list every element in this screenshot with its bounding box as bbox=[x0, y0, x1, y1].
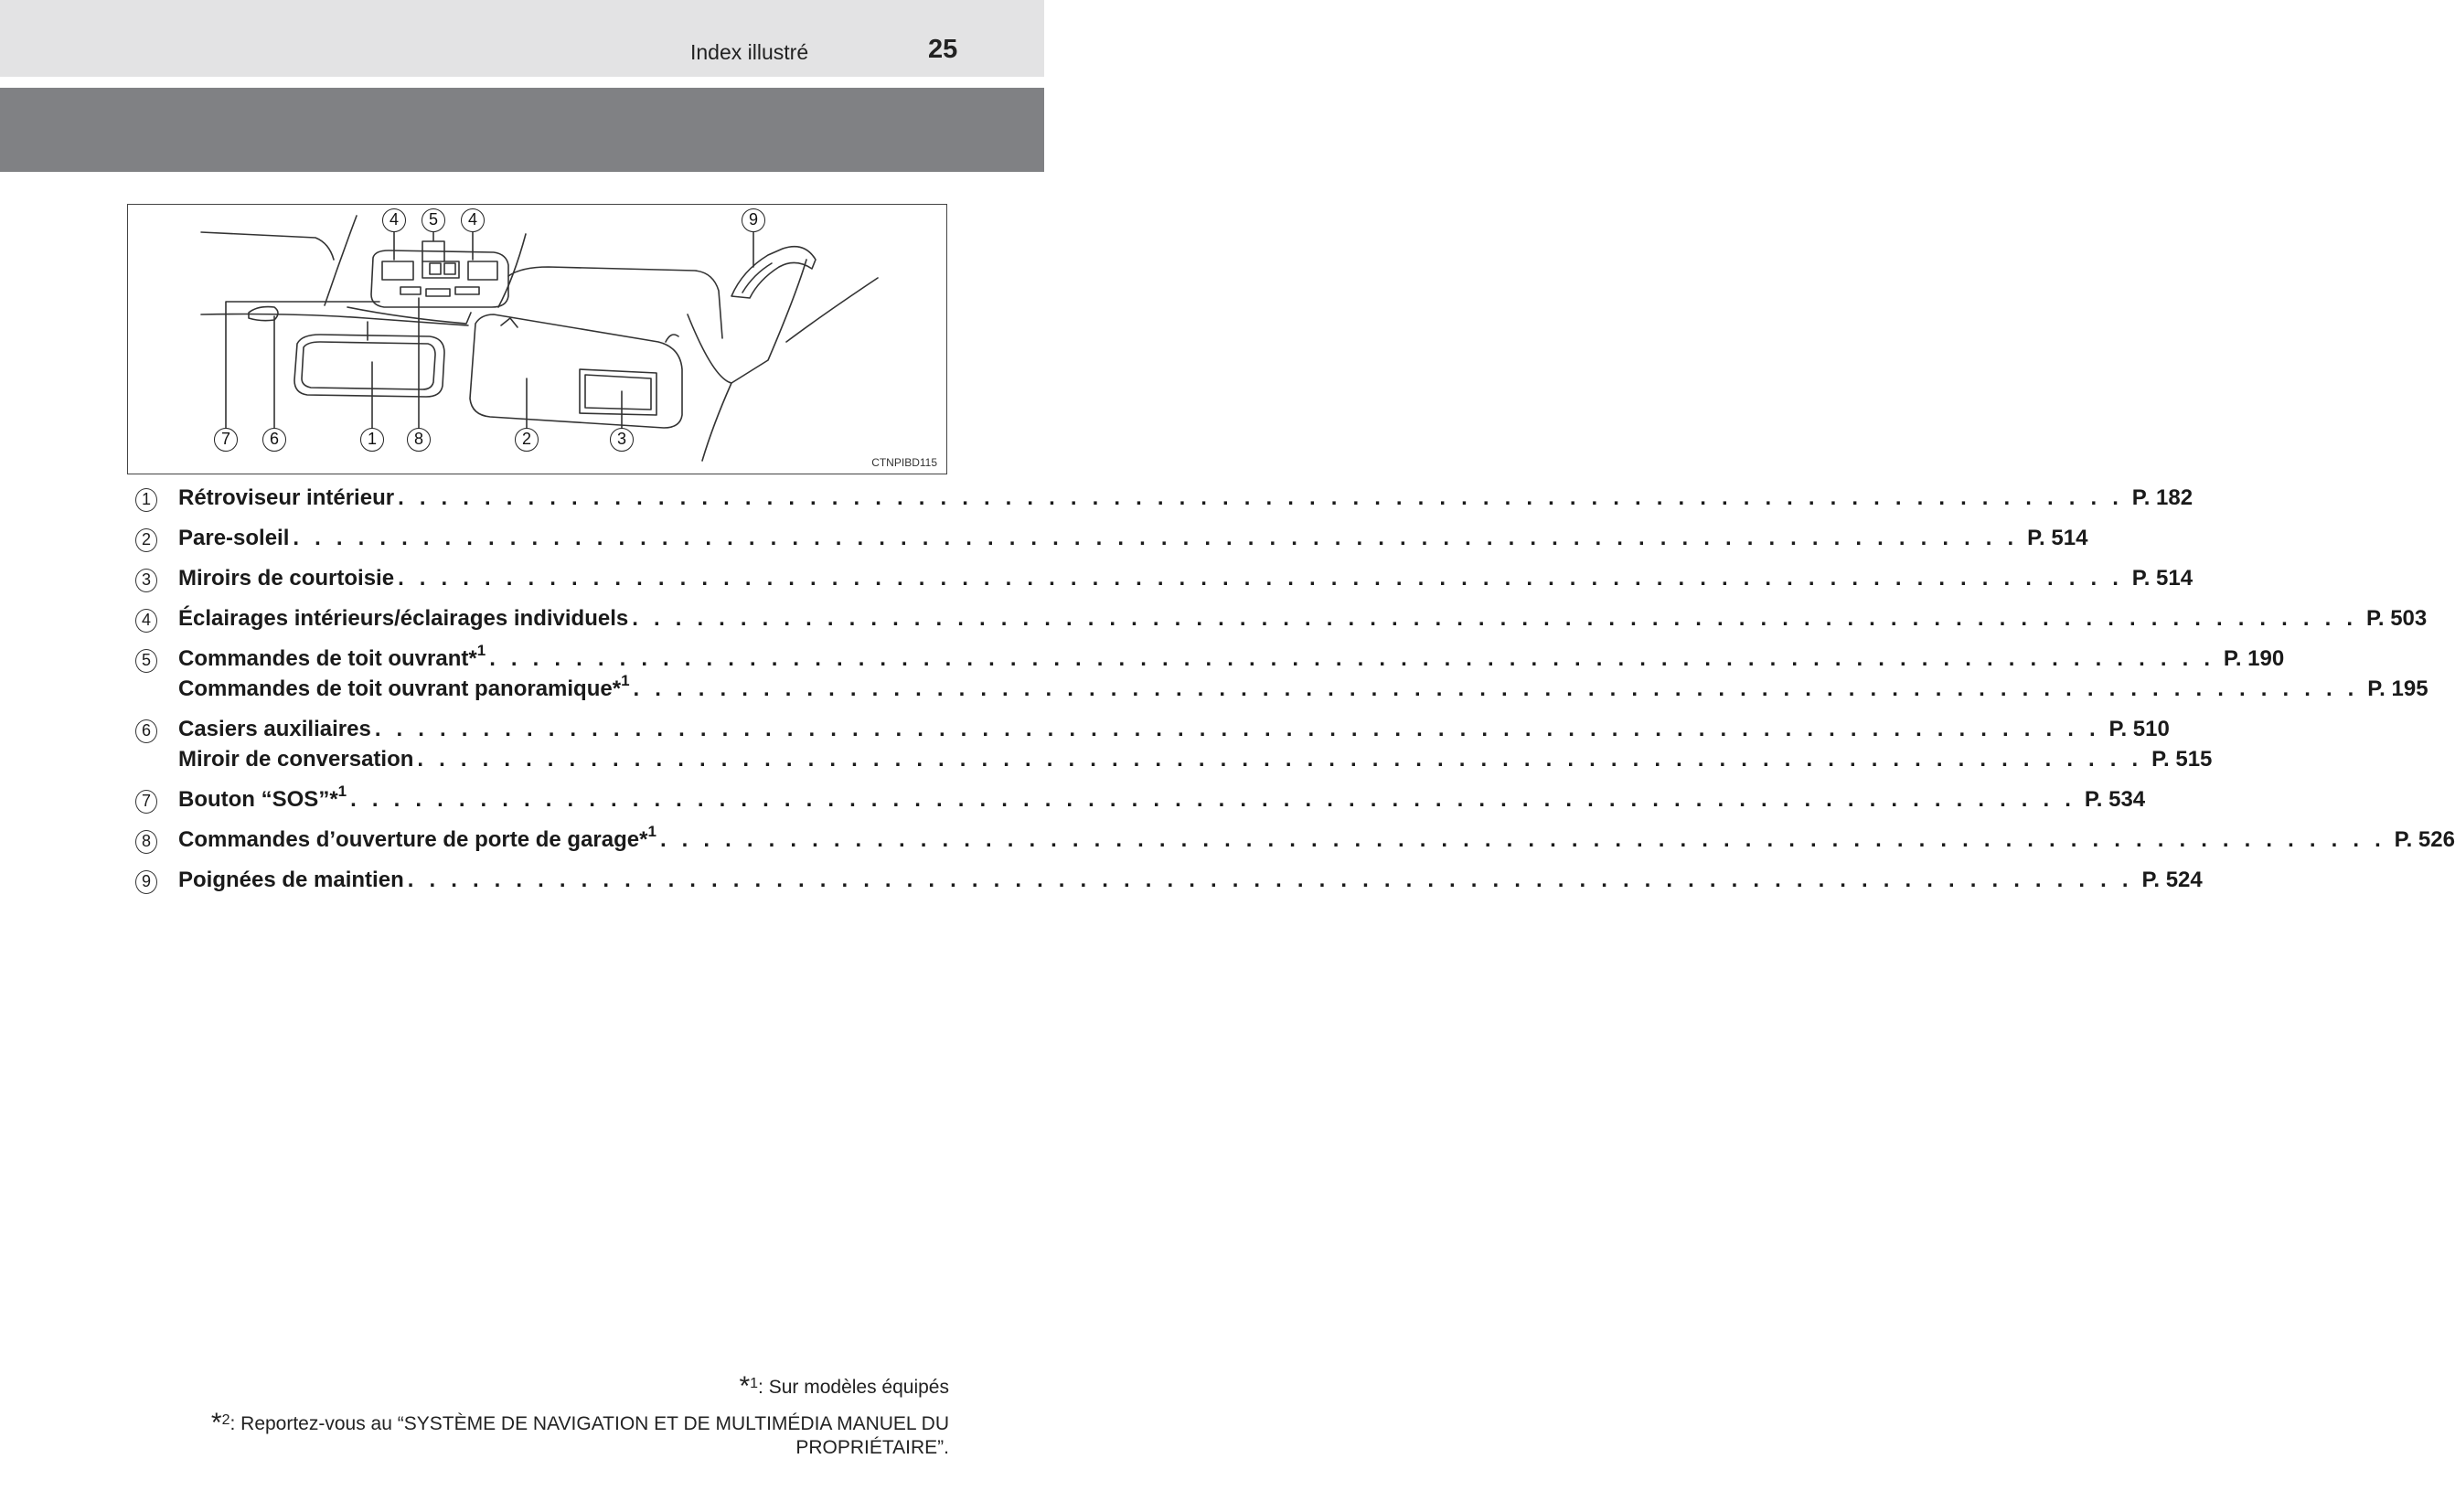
page-reference: P. 534 bbox=[2084, 787, 2146, 812]
dot-leader: . . . . . . . . . . . . . . . . . . . . . . . . . . . . . . . . . . . . . . . . . . . . . . . . . . . . . . . . . . . . . . . . . . . . . . . . . . . . . . . . bbox=[417, 747, 2143, 772]
entry-label-text: Rétroviseur intérieur bbox=[178, 485, 395, 510]
page-reference: P. 190 bbox=[2223, 646, 2285, 671]
footnote-2-number: 2 bbox=[221, 1412, 230, 1428]
entry-spacer bbox=[135, 855, 913, 865]
footnote-ref: 1 bbox=[337, 783, 347, 800]
entry-spacer bbox=[135, 553, 913, 563]
callout-5: 5 bbox=[422, 208, 445, 232]
callout-6: 6 bbox=[262, 428, 286, 452]
header-gray-bar bbox=[0, 88, 1044, 172]
index-entry-6 bbox=[135, 714, 2213, 774]
entry-label bbox=[178, 603, 628, 634]
page-reference: P. 514 bbox=[2131, 566, 2193, 591]
header-band bbox=[0, 0, 1044, 77]
entry-number-circle: 5 bbox=[135, 649, 157, 673]
footnote-ref: 1 bbox=[621, 672, 630, 689]
footnote-ref: 1 bbox=[647, 823, 656, 840]
dot-leader: . . . . . . . . . . . . . . . . . . . . . . . . . . . . . . . . . . . . . . . . . . . . . . . . . . . . . . . . . . . . . . . . . . . . . . . . . . . . . . . . bbox=[374, 717, 2100, 741]
entry-label-text: Éclairages intérieurs/éclairages individuels bbox=[178, 606, 629, 631]
index-line bbox=[135, 672, 2428, 704]
dot-leader: . . . . . . . . . . . . . . . . . . . . . . . . . . . . . . . . . . . . . . . . . . . . . . . . . . . . . . . . . . . . . . . . . . . . . . . . . . . . . . . . bbox=[633, 676, 2359, 701]
footnote-asterisk: * bbox=[639, 827, 648, 852]
callout-1: 1 bbox=[360, 428, 384, 452]
index-line bbox=[135, 563, 2193, 593]
footnote-2-text-line1: : Reportez-vous au “SYSTÈME DE NAVIGATION ET DE MULTIMÉDIA MANUEL DU bbox=[229, 1413, 949, 1434]
entry-label bbox=[178, 523, 289, 553]
entry-spacer bbox=[135, 513, 913, 523]
index-line bbox=[135, 865, 2203, 895]
index-line bbox=[135, 714, 2170, 744]
entry-label-text: Pare-soleil bbox=[178, 526, 290, 550]
dot-leader: . . . . . . . . . . . . . . . . . . . . . . . . . . . . . . . . . . . . . . . . . . . . . . . . . . . . . . . . . . . . . . . . . . . . . . . . . . . . . . . . bbox=[659, 827, 2386, 852]
callout-4-right: 4 bbox=[461, 208, 485, 232]
entry-number-circle: 7 bbox=[135, 790, 157, 814]
entry-spacer bbox=[135, 895, 913, 905]
index-entry-2 bbox=[135, 523, 2088, 553]
index-line bbox=[135, 783, 2146, 815]
ceiling-line-drawing bbox=[128, 205, 948, 475]
page-number: 25 bbox=[928, 35, 958, 64]
entry-number-circle: 9 bbox=[135, 870, 157, 894]
index-entry-7 bbox=[135, 783, 2146, 815]
entry-label bbox=[178, 644, 486, 674]
entry-number-circle: 2 bbox=[135, 528, 157, 552]
page-reference: P. 524 bbox=[2141, 868, 2203, 892]
footnote-1-text: : Sur modèles équipés bbox=[758, 1377, 949, 1398]
entry-number-circle: 3 bbox=[135, 569, 157, 592]
entry-label bbox=[178, 563, 394, 593]
entry-spacer bbox=[135, 815, 913, 825]
section-title: Index illustré bbox=[690, 40, 809, 64]
index-line bbox=[135, 603, 2428, 634]
callout-3: 3 bbox=[610, 428, 634, 452]
page-reference: P. 503 bbox=[2365, 606, 2428, 631]
index-entry-1 bbox=[135, 483, 2193, 513]
overhead-console-illustration bbox=[127, 204, 947, 474]
entry-label-text: Commandes de toit ouvrant panoramique bbox=[178, 676, 613, 701]
entry-spacer bbox=[135, 593, 913, 603]
entry-label-text: Bouton “SOS” bbox=[178, 787, 330, 812]
entry-label bbox=[178, 865, 404, 895]
footnote-asterisk: * bbox=[329, 787, 338, 812]
index-line bbox=[135, 483, 2193, 513]
page-reference: P. 195 bbox=[2367, 676, 2428, 701]
entry-spacer bbox=[135, 704, 913, 714]
dot-leader: . . . . . . . . . . . . . . . . . . . . . . . . . . . . . . . . . . . . . . . . . . . . . . . . . . . . . . . . . . . . . . . . . . . . . . . . . . . . . . . . bbox=[489, 646, 2215, 671]
entry-label bbox=[178, 483, 394, 513]
page-reference: P. 182 bbox=[2131, 485, 2193, 510]
footnote-2-continued bbox=[795, 1437, 949, 1459]
callout-4-left: 4 bbox=[382, 208, 406, 232]
index-entry-3 bbox=[135, 563, 2193, 593]
entry-number-circle: 4 bbox=[135, 609, 157, 633]
footnote-2 bbox=[211, 1408, 949, 1439]
callout-9: 9 bbox=[742, 208, 765, 232]
footnote-asterisk: * bbox=[612, 676, 622, 701]
entry-label-text: Casiers auxiliaires bbox=[178, 717, 371, 741]
footnote-ref: 1 bbox=[476, 642, 486, 659]
dot-leader: . . . . . . . . . . . . . . . . . . . . . . . . . . . . . . . . . . . . . . . . . . . . . . . . . . . . . . . . . . . . . . . . . . . . . . . . . . . . . . . . bbox=[632, 606, 2358, 631]
dot-leader: . . . . . . . . . . . . . . . . . . . . . . . . . . . . . . . . . . . . . . . . . . . . . . . . . . . . . . . . . . . . . . . . . . . . . . . . . . . . . . . . bbox=[350, 787, 2076, 812]
entry-label-text: Miroirs de courtoisie bbox=[178, 566, 395, 591]
entry-spacer bbox=[135, 634, 913, 644]
index-entry-5 bbox=[135, 642, 2428, 704]
callout-8: 8 bbox=[407, 428, 431, 452]
callout-7: 7 bbox=[214, 428, 238, 452]
index-entry-9 bbox=[135, 865, 2203, 895]
index-line bbox=[135, 642, 2285, 674]
entry-label bbox=[178, 674, 630, 704]
dot-leader: . . . . . . . . . . . . . . . . . . . . . . . . . . . . . . . . . . . . . . . . . . . . . . . . . . . . . . . . . . . . . . . . . . . . . . . . . . . . . . . . bbox=[293, 526, 2019, 550]
entry-label-text: Commandes de toit ouvrant bbox=[178, 646, 469, 671]
page-reference: P. 526 bbox=[2394, 827, 2455, 852]
footnote-2-text-line2: PROPRIÉTAIRE”. bbox=[795, 1437, 949, 1458]
index-line bbox=[135, 523, 2088, 553]
page-reference: P. 514 bbox=[2027, 526, 2088, 550]
index-entry-4 bbox=[135, 603, 2428, 634]
entry-number-circle: 8 bbox=[135, 830, 157, 854]
entry-number-circle: 1 bbox=[135, 488, 157, 512]
footnote-1 bbox=[739, 1371, 949, 1402]
index-list bbox=[135, 483, 2455, 905]
callout-2: 2 bbox=[515, 428, 539, 452]
entry-number-circle: 6 bbox=[135, 719, 157, 743]
index-line bbox=[135, 744, 2213, 774]
footnote-asterisk: * bbox=[468, 646, 477, 671]
entry-label bbox=[178, 744, 413, 774]
index-line bbox=[135, 823, 2455, 855]
entry-label bbox=[178, 825, 656, 855]
figure-code: CTNPIBD115 bbox=[871, 456, 937, 469]
footnote-1-number: 1 bbox=[750, 1376, 759, 1391]
footnote-2-mark: * bbox=[210, 1408, 222, 1438]
dot-leader: . . . . . . . . . . . . . . . . . . . . . . . . . . . . . . . . . . . . . . . . . . . . . . . . . . . . . . . . . . . . . . . . . . . . . . . . . . . . . . . . bbox=[407, 868, 2133, 892]
dot-leader: . . . . . . . . . . . . . . . . . . . . . . . . . . . . . . . . . . . . . . . . . . . . . . . . . . . . . . . . . . . . . . . . . . . . . . . . . . . . . . . . bbox=[398, 485, 2124, 510]
page-reference: P. 515 bbox=[2151, 747, 2213, 772]
page-reference: P. 510 bbox=[2108, 717, 2170, 741]
entry-label bbox=[178, 784, 347, 815]
entry-label bbox=[178, 714, 371, 744]
entry-label-text: Commandes d’ouverture de porte de garage bbox=[178, 827, 640, 852]
entry-spacer bbox=[135, 774, 913, 784]
index-entry-8 bbox=[135, 823, 2455, 855]
entry-label-text: Poignées de maintien bbox=[178, 868, 404, 892]
dot-leader: . . . . . . . . . . . . . . . . . . . . . . . . . . . . . . . . . . . . . . . . . . . . . . . . . . . . . . . . . . . . . . . . . . . . . . . . . . . . . . . . bbox=[398, 566, 2124, 591]
footnote-1-mark: * bbox=[739, 1371, 751, 1401]
entry-label-text: Miroir de conversation bbox=[178, 747, 414, 772]
